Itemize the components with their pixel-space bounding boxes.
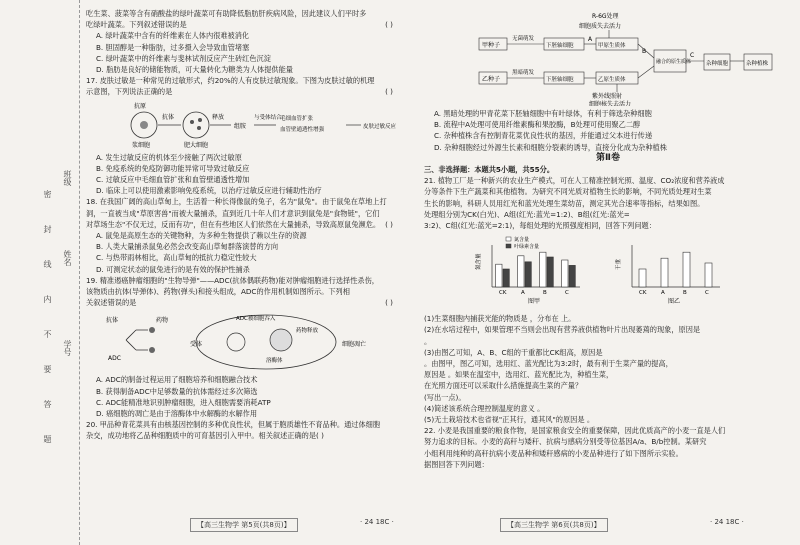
fig20-label-hypocotyl-b: 下胚轴细胞	[546, 77, 574, 83]
fig17-label-antigen: 抗原	[134, 102, 147, 110]
gutter-seal-4: 内	[43, 295, 52, 303]
q19-option-d: D. 癌细胞的凋亡是由于溶酶体中水解酶的水解作用	[96, 409, 258, 419]
q19-line-3	[86, 297, 411, 308]
q21-line-2: 分等条件下生产蔬菜和其他植物。为研究不同光质对植物生长的影响，不同光质处理对生菜	[424, 187, 712, 197]
q16-option-b: B. 胆固醇是一种脂肪，过多摄入会导致血管堵塞	[96, 42, 250, 52]
gutter-seal-8: 题	[43, 435, 52, 443]
q21-sub3-line2: 。由图甲，图乙可知，选用红、蓝光配比为3:2时，最有利于生菜产量的提高，	[424, 359, 673, 369]
left-footer-code: · 24 18C ·	[360, 518, 394, 526]
chart-yi	[614, 245, 720, 305]
legend-label: 氮含量	[514, 237, 530, 244]
fig20-label-hybrid-plant: 杂种植株	[746, 61, 769, 67]
drug-dot-2	[149, 347, 155, 353]
gutter-label-number: 学号	[63, 340, 72, 356]
fig17-label-antibody: 抗体	[162, 113, 175, 121]
q17-line-2	[86, 86, 411, 97]
q19-line-1: 19. 精准遏癌肿瘤细胞的"生物导弹"——ADC(抗体偶联药物)能对肿瘤细胞进行选择性杀伤，	[86, 275, 379, 285]
fig20-label-hybrid-cell: 杂种细胞	[706, 61, 729, 67]
q22-line-4: 据图回答下列问题：	[424, 459, 489, 469]
q18-option-a: A. 鼠兔是高原生态的关键物种，为多种生物提供了赖以生存的资源	[96, 231, 307, 241]
q16-answer-bracket: ( )	[385, 20, 393, 30]
q19-answer-bracket: ( )	[385, 298, 393, 308]
chart-bar-氮含量	[540, 252, 546, 287]
q17-option-b: B. 免疫系统的免疫防御功能异常可导致过敏反应	[96, 163, 250, 173]
chart-tick-label: CK	[639, 290, 647, 297]
q21-sub2: (2)在水培过程中，如果管理不当则会出现有营养液供植物叶片出现萎蔫的现象，原因是	[424, 325, 701, 335]
fig20-label-cyto-inactive: 细胞质失去活力	[579, 23, 622, 30]
drug-dot-1	[149, 327, 155, 333]
section-2-heading: 三、非选择题：本题共5小题，共55分。	[424, 165, 555, 175]
fig20-label-a: A	[588, 36, 593, 43]
q18-line-3	[86, 219, 411, 230]
gutter-seal-1: 密	[43, 190, 52, 198]
q17-option-a: A. 发生过敏反应的机体至少接触了两次过敏原	[96, 152, 242, 162]
mast-cell-shape	[183, 112, 209, 138]
gutter-seal-6: 要	[43, 365, 52, 373]
fig20-label-sterile: 无菌萌发	[512, 36, 535, 42]
section-2-title: 第Ⅱ卷	[596, 152, 620, 163]
q22-line-2: 努力追求的目标。小麦的高秆与矮秆、抗病与感病分别受等位基因A/a、B/b控制。某研究	[424, 437, 707, 447]
fig20-label-hypocotyl-a: 下胚轴细胞	[546, 43, 574, 49]
chart-bar-叶绿素含量	[525, 262, 531, 287]
fig19-label-drug: 药物	[156, 317, 169, 325]
chart-bar-叶绿素含量	[503, 269, 509, 287]
fig17-label-reaction: 皮肤过敏反应	[363, 123, 397, 130]
fig19-label-lysosome: 溶酶体	[266, 358, 283, 365]
q21-line-5: 3:2)、C组(红光:蓝光=2:1)，每组处理的光照强度相同，回答下列问题：	[424, 221, 656, 231]
q21-sub3-line3: 原因是 。如果在温室中，选用红、蓝光配比为，种植生菜，	[424, 370, 614, 380]
q21-sub3-line4: 在光照方面还可以采取什么措施提高生菜的产量？	[424, 381, 583, 391]
q19-diagram	[86, 310, 411, 372]
fig20-label-r6g: R-6G处理	[592, 13, 619, 20]
fig17-label-histamine: 组胺	[234, 122, 247, 130]
chart-tick-label: CK	[499, 290, 507, 297]
q18-stem-end: 对草场生态"不仅无过，反而有功"，但在有些地区人们依然在大量捕杀，导致高原鼠兔濒危。	[86, 219, 381, 229]
left-footer-page: 【高三生物学 第5页(共8页)】	[190, 518, 298, 532]
chart-bar-叶绿素含量	[569, 266, 575, 288]
fig17-label-plasma: 浆细胞	[132, 141, 151, 149]
fig19-label-adc: ADC	[108, 355, 121, 363]
q21-sub3: (3)由图乙可知，A、B、C组的干重都比CK组高，原因是	[424, 347, 603, 357]
q18-option-d: D. 可测定状态的鼠兔进行的是有效的保护性捕杀	[96, 264, 250, 274]
right-page	[424, 8, 792, 470]
fig20-label-seed-b: 乙种子	[482, 76, 501, 83]
chart-legend	[506, 236, 539, 250]
q17-line-1: 17. 皮肤过敏是一种常见的过敏形式，约20%的人有皮肤过敏现象。下图为皮肤过敏的机理	[86, 76, 375, 86]
left-page	[86, 8, 411, 442]
q21-line-4: 处理组分别为CK(白光)、A组(红光:蓝光=1:2)、B组(红光:蓝光=	[424, 209, 630, 219]
chart-bar-氮含量	[562, 260, 568, 287]
chart-bar-干重	[705, 263, 712, 287]
fig20-label-c: C	[690, 52, 695, 59]
chart-y-label: 氮含量	[476, 253, 482, 271]
fig19-label-release: 药物释放	[296, 328, 319, 335]
fig17-label-permeable: 血管壁通透性增强	[280, 126, 325, 133]
gutter-label-class: 班级	[63, 170, 72, 186]
q20-figure	[424, 10, 792, 106]
q21-charts	[424, 233, 792, 311]
left-footer	[190, 518, 298, 532]
q16-line-1: 吃生菜、菠菜等含有硝酸盐的绿叶蔬菜可有助降低脂肪肝疾病风险，因此建议人们平时多	[86, 9, 367, 18]
q19-line-2: 该物质由抗体(导弹体)、药物(弹头)和接头组成，ADC的作用机制如图所示。下列相	[86, 287, 350, 297]
q22-line-1: 22. 小麦是我国重要的粮食作物，是国家粮食安全的重要保障，因此优质高产的小麦一直是人们	[424, 426, 726, 436]
q19-option-b: B. 获得制备ADC中足够数量的抗体需经过多次筛选	[96, 386, 258, 396]
fig17-label-mast: 肥大细胞	[184, 141, 209, 149]
fig17-label-bind: 与受体结合	[254, 114, 282, 121]
gutter-seal-2: 封	[43, 225, 52, 233]
chart-bar-干重	[639, 269, 646, 287]
q21-sub3-line5: (写出一点)。	[424, 392, 466, 402]
q17-option-c: C. 过敏反应中毛细血管扩张和血管壁通透性增加	[96, 175, 250, 185]
legend-swatch	[506, 244, 511, 248]
gutter-seal-5: 不	[43, 330, 52, 338]
q17-diagram	[86, 100, 411, 150]
fig20-label-nucleus-inactive: 细胞核失去活力	[589, 101, 632, 106]
chart-caption: 图乙	[668, 298, 681, 306]
endosome-shape	[227, 333, 245, 351]
q22-line-3: 小组利用纯种的高秆抗病小麦品种和矮秆感病的小麦品种进行了如下图所示实验。	[424, 448, 683, 458]
plasma-cell-nucleus	[140, 121, 148, 129]
gutter-seal-7: 答	[43, 400, 52, 408]
q20-option-c: C. 杂种植株含有控制青花菜优良性状的基因，并能通过父本进行传递	[434, 131, 653, 141]
fig20-label-protoplast-b: 乙原生质体	[598, 77, 626, 83]
q21-sub5: (5)无土栽培技术也省视"正其行，通其风"的原因是 。	[424, 415, 595, 425]
q17-answer-bracket: ( )	[385, 87, 393, 97]
q18-line-1: 18. 在我国广阔的高山草甸上，生活着一种长得像鼠的兔子，名为"鼠兔"。由于鼠兔在草地上打	[86, 197, 387, 207]
chart-y-label: 干重	[616, 259, 622, 271]
q21-line-3: 生长的影响，科研人员用红光和蓝光处理生菜幼苗，测定其光合速率等指标，结果如图。	[424, 198, 705, 208]
q19-option-a: A. ADC的制备过程运用了细胞培养和细胞融合技术	[96, 375, 258, 385]
fig20-label-dark: 黑暗萌发	[512, 70, 535, 76]
antibody-shape	[126, 330, 148, 350]
binding-gutter	[0, 0, 80, 545]
q18-answer-bracket: ( )	[385, 219, 393, 229]
fig17-label-dilate: 毛细血管扩张	[280, 115, 314, 122]
chart-bar-干重	[661, 258, 668, 287]
chart-bar-干重	[683, 252, 690, 287]
q18-option-b: B. 人类大量捕杀鼠兔必然会改变高山草甸群落演替的方向	[96, 242, 279, 252]
fig17-label-release: 释放	[212, 113, 225, 121]
q17-figure	[86, 100, 411, 150]
q21-sub4: (4)简述该系统合理控制温度的意义 。	[424, 403, 545, 413]
q18-option-c: C. 与热带雨林相比，高山草甸的抵抗力稳定性较大	[96, 253, 257, 263]
chart-bar-氮含量	[518, 256, 524, 287]
q17-stem-end: 示意图，下列说法正确的是	[86, 87, 173, 97]
fig20-label-fused: 融合的原生质体	[656, 59, 692, 65]
chart-tick-label: C	[705, 290, 709, 297]
q20-option-b: B. 流程中A处理可使用纤维素酶和果胶酶，B处理可使用聚乙二醇	[434, 120, 641, 130]
fig19-label-engulf: ADC被细胞吞入	[236, 316, 276, 323]
q20-line-2: 杂交，成功地将乙品种细胞质中的可育基因引入甲中。相关叙述正确的是( )	[86, 431, 324, 441]
right-footer	[500, 518, 608, 532]
fig19-label-antibody: 抗体	[106, 317, 119, 325]
q18-line-2: 洞，一直被当成"草原害兽"而被大量捕杀，直到近几十年人们才意识到鼠兔是"食物链"，它们	[86, 208, 380, 218]
chart-tick-label: B	[683, 290, 687, 297]
fig19-label-apoptosis: 细胞凋亡	[342, 341, 367, 349]
fig20-label-uv: 紫外线照射	[592, 93, 623, 100]
q21-sub1: (1)生菜细胞内捕获光能的物质是 ，分布在 上。	[424, 314, 576, 324]
right-footer-page: 【高三生物学 第6页(共8页)】	[500, 518, 608, 532]
chart-tick-label: C	[565, 290, 569, 297]
fig19-label-receptor: 受体	[190, 341, 203, 349]
q21-sub2-blank: 。	[424, 336, 432, 346]
q20-flow-diagram	[424, 10, 792, 106]
fig20-label-b: B	[642, 48, 647, 55]
q20-option-a: A. 黑暗处理的甲青花菜下胚轴细胞中有叶绿体，有利于筛选杂种细胞	[434, 109, 652, 118]
q20-line-1: 20. 甲品种青花菜具有由核基因控制的多种优良性状，但属于胞质雄性不育品种。通过体细胞	[86, 420, 381, 430]
chart-bar-氮含量	[496, 264, 502, 287]
chart-bar-叶绿素含量	[547, 257, 553, 287]
legend-label: 叶绿素含量	[514, 244, 540, 251]
right-footer-code: · 24 18C ·	[710, 518, 744, 526]
chart-tick-label: A	[661, 290, 665, 297]
chart-tick-label: A	[521, 290, 525, 297]
q17-option-d: D. 临床上可以使用激素影响免疫系统，以治疗过敏反应进行辅助性治疗	[96, 186, 322, 196]
chart-tick-label: B	[543, 290, 547, 297]
q20-option-d: D. 杂种细胞经过外源生长素和细胞分裂素的诱导，直接分化成为杂种植株	[434, 142, 667, 152]
q16-line-2	[86, 19, 411, 30]
q16-option-c: C. 绿叶蔬菜中的纤维素与斐林试剂反应产生砖红色沉淀	[96, 53, 271, 63]
lysosome-shape	[270, 329, 292, 351]
q19-stem-end: 关叙述错误的是	[86, 298, 137, 308]
gutter-seal-3: 线	[43, 260, 52, 268]
gutter-label-name: 姓名	[63, 250, 72, 266]
chart-caption: 图甲	[528, 298, 541, 306]
q19-figure	[86, 310, 411, 372]
q16-option-d: D. 脂肪是良好的储能物质，可大量转化为糖类为人体提供能量	[96, 65, 293, 75]
q16-stem-end: 吃绿叶蔬菜。下列叙述错误的是	[86, 20, 187, 30]
q21-line-1: 21. 植物工厂是一种新兴的农业生产模式，可在人工精准控制光照、温度、CO₂浓度和营养液成	[424, 176, 725, 186]
q19-option-c: C. ADC能精准地识别肿瘤细胞，进入细胞需要消耗ATP	[96, 397, 271, 407]
chart-jia	[474, 236, 580, 305]
fig20-label-protoplast-a: 甲原生质体	[598, 43, 626, 49]
q21-chart-svg	[424, 233, 792, 311]
legend-swatch	[506, 237, 511, 241]
fig20-label-seed-a: 甲种子	[482, 42, 501, 49]
q16-option-a: A. 绿叶蔬菜中含有的纤维素在人体内很难被消化	[96, 31, 250, 41]
